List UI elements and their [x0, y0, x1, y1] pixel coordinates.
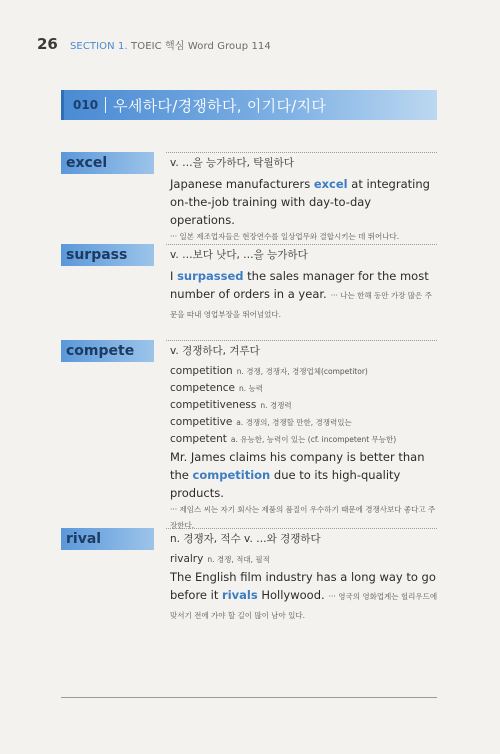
translation: ··· 제임스 씨는 자기 회사는 제품의 품질이 우수하기 때문에 경쟁사보다 좋다고 주장한다.: [170, 505, 436, 530]
translation: ··· 일본 제조업자들은 현장연수를 일상업무와 결합시키는 데 뛰어나다.: [170, 232, 400, 241]
entry-content: [170, 247, 438, 323]
headword: surpass: [61, 244, 154, 266]
group-number: 010: [73, 98, 99, 112]
keyword: surpassed: [177, 269, 244, 283]
example-sentence: Japanese manufacturers excel at integrating on-the-job training with day-to-day operations.: [170, 177, 430, 227]
section-subtitle: TOEIC 핵심 Word Group 114: [131, 41, 271, 52]
derivative-item: competition n. 경쟁, 경쟁자, 경쟁업체(competitor): [170, 365, 368, 377]
part-of-speech: v. 경쟁하다, 겨루다: [170, 345, 260, 357]
dotted-rule: [166, 152, 437, 153]
footer-rule: [61, 697, 437, 698]
derivative-item: competence n. 능력: [170, 382, 264, 394]
headword: rival: [61, 528, 154, 550]
entry-content: [170, 343, 438, 534]
translation: ··· 나는 한해 동안 가장 많은 주문을 따내 영업부장을 뛰어넘었다.: [170, 291, 432, 319]
part-of-speech: v. …을 능가하다, 탁월하다: [170, 157, 294, 169]
word-group-banner: [61, 90, 437, 120]
dotted-rule: [166, 244, 437, 245]
translation: ··· 영국의 영화업계는 헐리우드에 맞서기 전에 가야 할 길이 많이 남아 있다.: [170, 592, 438, 620]
dotted-rule: [166, 528, 437, 529]
part-of-speech: v. …보다 낫다, …을 능가하다: [170, 249, 308, 261]
entry-content: [170, 155, 438, 245]
example-sentence: I surpassed the sales manager for the most number of orders in a year. ··· 나는 한해 동안 가장 많은 주문을 따내 영업부장을 뛰어넘었다.: [170, 269, 432, 319]
example-sentence: The English film industry has a long way to go before it rivals Hollywood. ··· 영국의 영화업계는 헐리우드에 맞서기 전에 가야 할 길이 많이 남아 있다.: [170, 570, 438, 620]
derivative-item: competent a. 유능한, 능력이 있는 (cf. incompetent 무능한): [170, 433, 397, 445]
derivative-item: competitive a. 경쟁의, 경쟁할 만한, 경쟁력있는: [170, 416, 352, 428]
headword: compete: [61, 340, 154, 362]
entry-content: [170, 531, 438, 624]
page-number: 26: [37, 35, 58, 53]
dotted-rule: [166, 340, 437, 341]
part-of-speech: n. 경쟁자, 적수 v. …와 경쟁하다: [170, 533, 321, 545]
keyword: excel: [313, 177, 348, 191]
banner-divider: [105, 97, 106, 113]
page-header: [37, 34, 271, 53]
group-title: 우세하다/경쟁하다, 이기다/지다: [113, 96, 327, 115]
running-head: [70, 41, 271, 52]
keyword: rivals: [222, 588, 258, 602]
example-sentence: Mr. James claims his company is better than the competition due to its high-quality products.: [170, 450, 425, 500]
derivatives-list: [170, 363, 438, 448]
headword: excel: [61, 152, 154, 174]
section-label: SECTION 1.: [69, 41, 128, 52]
derivative-item: competitiveness n. 경쟁력: [170, 399, 292, 411]
keyword: competition: [192, 468, 271, 482]
derivative-item: rivalry n. 경쟁, 적대, 필적: [170, 553, 270, 565]
